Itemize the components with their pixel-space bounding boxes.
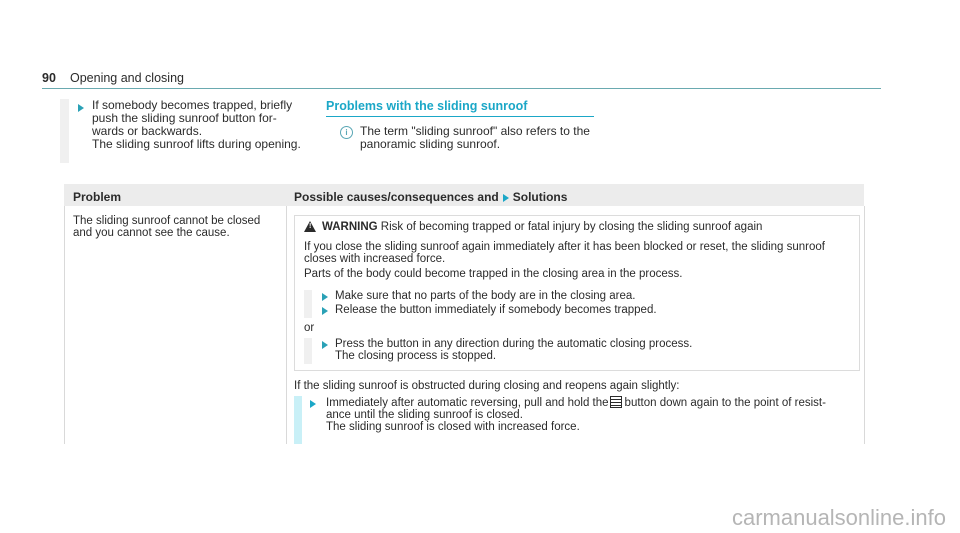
instruction-step xyxy=(60,99,308,163)
info-icon: i xyxy=(340,126,353,139)
instruction-text: If somebody becomes trapped, briefly push the sliding sunroof button for- wards or backwards. The sliding sunroof lifts during opening. xyxy=(92,98,301,151)
step-bar xyxy=(60,99,69,163)
warning-title: WARNING Risk of becoming trapped or fatal injury by closing the sliding sunroof again xyxy=(322,221,763,233)
note-text: The term "sliding sunroof" also refers to the panoramic sliding sunroof. xyxy=(360,124,590,151)
warning-paragraph: If you close the sliding sunroof again immediately after it has been blocked or reset, the sliding sunroof closes with increased force. xyxy=(304,241,825,265)
column-header-problem: Problem xyxy=(73,190,122,204)
or-text: or xyxy=(304,322,315,334)
step-arrow-icon xyxy=(322,307,328,315)
step-arrow-icon xyxy=(78,104,84,112)
problem-cell: The sliding sunroof cannot be closed and you cannot see the cause. xyxy=(73,215,261,239)
problem-table xyxy=(64,184,864,444)
step-arrow-icon xyxy=(322,293,328,301)
condition-text: If the sliding sunroof is obstructed during closing and reopens again slightly: xyxy=(294,380,680,392)
page-number: 90 xyxy=(42,71,56,85)
table-header xyxy=(64,184,864,206)
section-title: Problems with the sliding sunroof xyxy=(326,99,528,113)
solution-step-text: Immediately after automatic reversing, pull and hold the button down again to the point of resist- ance until the sliding sunroof is closed. The sliding sunroof is closed with increased force. xyxy=(326,397,826,433)
page-header-title: Opening and closing xyxy=(70,71,184,85)
section-divider xyxy=(326,116,594,117)
step-bar xyxy=(294,396,302,444)
table-border xyxy=(864,206,865,444)
column-header-causes: Possible causes/consequences and Solutions xyxy=(294,190,568,204)
watermark: carmanualsonline.info xyxy=(731,505,946,530)
warning-paragraph: Parts of the body could become trapped in the closing area in the process. xyxy=(304,268,683,280)
step-arrow-icon xyxy=(310,400,316,408)
column-divider xyxy=(286,206,287,444)
sunroof-button-icon xyxy=(610,396,622,408)
warning-box: ! WARNING Risk of becoming trapped or fatal injury by closing the sliding sunroof again If you close the sliding sunroof again immediately after it has been blocked or reset, the sliding sunroof closes with increased force. Parts of the body could become trapped in the closing area in the process. Make sure that no parts of the body are in the closing area. Release the button immediately if somebody becomes trapped. or Press the button in any direction during the automatic closing process. The closing process is stopped. xyxy=(294,215,860,371)
header-divider xyxy=(42,88,881,89)
arrow-icon xyxy=(503,194,509,202)
table-border xyxy=(64,206,65,444)
step-arrow-icon xyxy=(322,341,328,349)
